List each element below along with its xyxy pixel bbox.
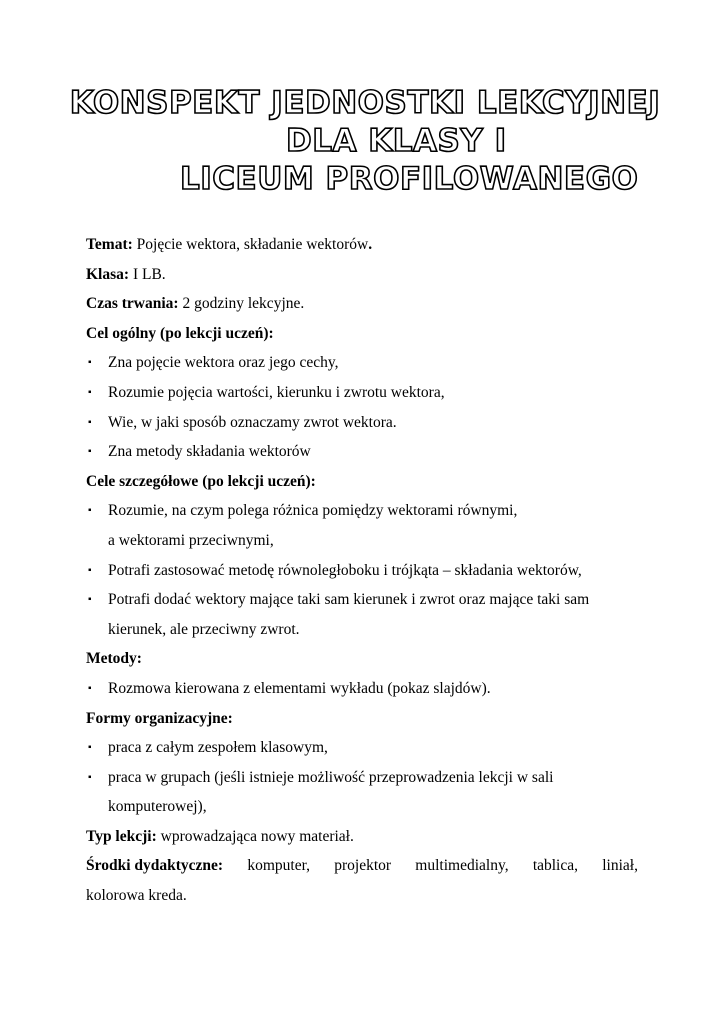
duration-value: 2 godziny lekcyjne. [182,295,305,313]
list-item-text: Potrafi zastosować metodę równoległoboku i trójkąta – składania wektorów, [108,561,582,579]
lesson-plan-body [86,230,638,911]
title-line-2: DLA KLASY I [286,123,507,159]
list-item-text: praca z całym zespołem klasowym, [108,739,328,757]
topic-label: Temat: [86,236,133,253]
bullet-icon: ▪ [88,742,92,754]
list-item-text: Wie, w jaki sposób oznaczamy zwrot wektora. [108,413,397,431]
lesson-type-line [86,822,638,852]
list-item-continuation: kierunek, ale przeciwny zwrot. [108,620,300,638]
list-item [86,585,638,615]
list-item-text: Potrafi dodać wektory mające taki sam kierunek i zwrot oraz mające taki sam [108,591,590,609]
list-item-text: Zna pojęcie wektora oraz jego cechy, [108,354,339,372]
teaching-aids-continuation: kolorowa kreda. [86,887,187,905]
bullet-icon: ▪ [88,357,92,369]
list-item [86,437,638,467]
topic-end: . [368,236,373,253]
lesson-plan-title [0,84,724,198]
list-item-text: Rozmowa kierowana z elementami wykładu (pokaz slajdów). [108,679,491,697]
list-item-continuation: komputerowej), [108,798,207,816]
bullet-icon: ▪ [88,505,92,517]
bullet-icon: ▪ [88,446,92,458]
list-item [86,378,638,408]
bullet-icon: ▪ [88,564,92,576]
teaching-aid-word: projektor [334,857,392,875]
list-item-continuation: a wektorami przeciwnymi, [108,531,274,549]
list-item-text: Rozumie, na czym polega różnica pomiędzy wektorami równymi, [108,502,518,520]
list-item [86,733,638,763]
lesson-type-value: wprowadzająca nowy materiał. [160,827,354,845]
title-line-1: KONSPEKT JEDNOSTKI LEKCYJNEJ [69,85,661,121]
list-item [86,348,638,378]
topic-value: Pojęcie wektora, składanie wektorów [136,236,369,253]
teaching-aid-word: liniał, [602,857,638,875]
class-value: I LB. [132,265,166,283]
list-item [86,408,638,438]
duration-label: Czas trwania: [86,295,179,313]
bullet-icon: ▪ [88,771,92,783]
class-label: Klasa: [86,265,130,283]
lesson-type-label: Typ lekcji: [86,827,157,845]
teaching-aid-word: tablica, [532,857,578,875]
list-item-text: praca w grupach (jeśli istnieje możliwość przeprowadzenia lekcji w sali [108,768,554,786]
list-item [86,674,638,704]
list-item [86,496,638,526]
teaching-aids-label: Środki dydaktyczne: [86,857,224,875]
methods-heading: Metody: [86,650,142,668]
duration-line [86,289,638,319]
teaching-aid-word: multimedialny, [415,857,509,875]
general-goal-heading: Cel ogólny (po lekcji uczeń): [86,324,274,342]
list-item-text: Zna metody składania wektorów [108,443,311,461]
title-line-3: LICEUM PROFILOWANEGO [180,161,639,197]
detailed-goals-heading: Cele szczegółowe (po lekcji uczeń): [86,472,316,490]
list-item [86,763,638,793]
teaching-aid-word: komputer, [247,857,310,875]
class-line [86,260,638,290]
list-item [86,556,638,586]
bullet-icon: ▪ [88,594,92,606]
topic-line [86,230,638,260]
bullet-icon: ▪ [88,416,92,428]
organization-forms-heading: Formy organizacyjne: [86,709,233,727]
bullet-icon: ▪ [88,386,92,398]
bullet-icon: ▪ [88,682,92,694]
list-item-text: Rozumie pojęcia wartości, kierunku i zwrotu wektora, [108,383,445,401]
teaching-aids-line [86,851,638,881]
